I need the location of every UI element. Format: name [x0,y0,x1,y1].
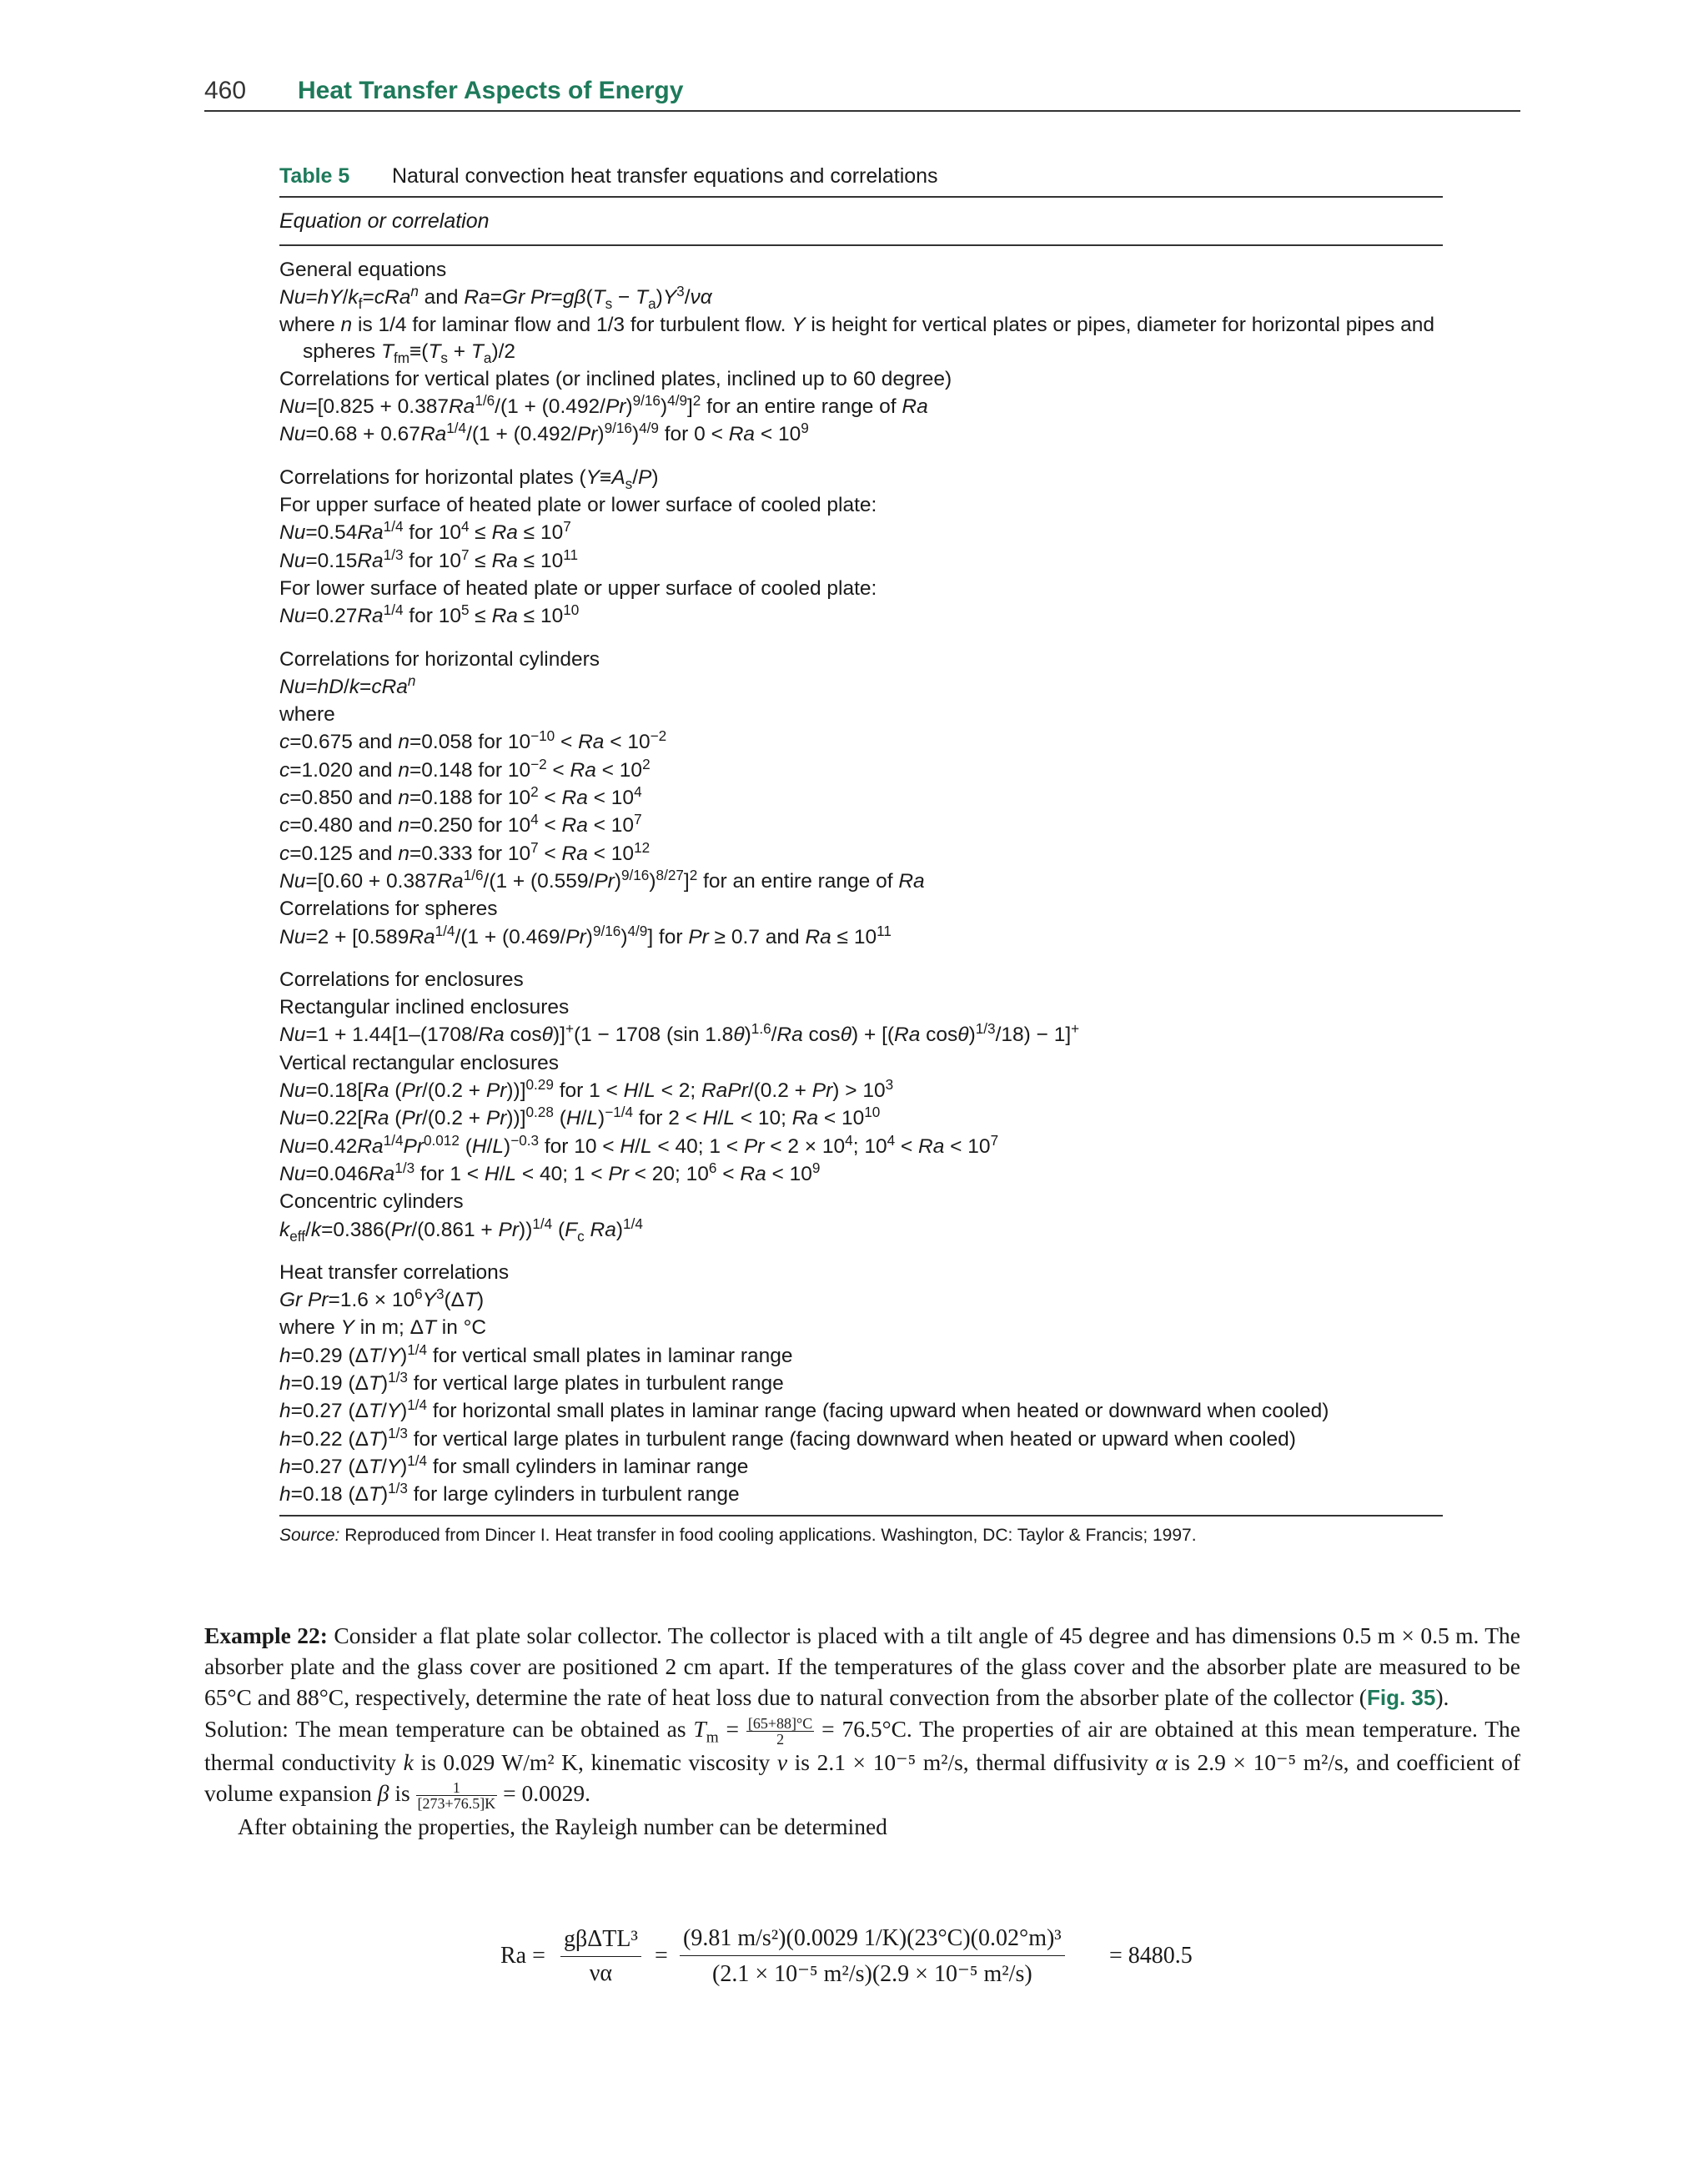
page-number: 460 [204,77,247,104]
table-line: Nu=0.18[Ra (Pr/(0.2 + Pr))]$^{0.29}$ for 1 < H/L < 2; RaPr/(0.2 + $Pr) > 10^3$ [279,1075,894,1103]
table-line: Gr $Pr=1.6 \times 10^6Y^3(\Delta T)$ [279,1285,485,1312]
table-line: Nu=1 + 1.44[1–(1708/Ra cosθ)]+(1 − 1708 (sin 1.8θ)$^{1.6}$/Ra cosθ) + [(Ra cosθ)$^{1/3}$/18) − 1]+ [279,1020,1080,1047]
table-line: c=0.850 and n=0.188 for $10^2 < Ra < 10^4$ [279,782,642,810]
running-header [204,77,1520,112]
table-line: $Nu=2 + [0.589Ra^{1/4}/(1 + (0.469/Pr)^{9/16})^{4/9}]$ for Pr ≥ 0.7 and $Ra \le 10^{11}$ [279,922,892,948]
table-line: h=0.19 $(\Delta T)^{1/3}$ for vertical large plates in turbulent range [279,1368,784,1395]
table-line: For lower surface of heated plate or upper surface of cooled plate: [279,576,877,600]
table-line: Correlations for vertical plates (or inclined plates, inclined up to 60 degree) [279,367,952,390]
after-paragraph: After obtaining the properties, the Rayleigh number can be determined [238,1813,887,1840]
table-line: where n is 1/4 for laminar flow and 1/3 for turbulent flow. Y is height for vertical plates or pipes, diameter for horizontal pipes and [279,313,1434,336]
example-label: Example 22: [204,1622,328,1648]
table-line: General equations [279,259,447,281]
example-paragraph: Example 22: Consider a flat plate solar collector. The collector is placed with a tilt angle of 45 degree and has dimensions 0.5 m × 0.5 m. The absorber plate and the glass cover are positioned 2 cm apart. If the temperatures of the glass cover and the absorber plate are measured to be 65°C and 88°C, respectively, determine the rate of heat loss due to natural convection from the absorber plate of the collector (Fig. 35). [204,1622,1521,1710]
table-line: $Nu=0.68 + 0.67Ra^{1/4}/(1 + (0.492/Pr)^{9/16})^{4/9}$ for $0 < Ra < 10^9$ [279,420,809,446]
eq-frac-symbolic: gβΔTL³ να [560,1914,641,1998]
table-line: h=0.27 $(\Delta T/Y)^{1/4}$ for horizontal small plates in laminar range (facing upward when heated or downward when cooled) [279,1396,1329,1423]
table-line: $Nu=0.27Ra^{1/4}$ for $10^5 \le Ra \le 10^{10}$ [279,601,580,628]
rayleigh-equation [500,1914,1251,1998]
table-line: $Nu=[0.825 + 0.387Ra^{1/6}/(1 + (0.492/Pr)^{9/16})^{4/9}]^2$ for an entire range of Ra [279,392,928,419]
table-line: $Nu=hY/k_f=cRa^n$ and Ra=Gr $Pr=g\beta(T_s - T_a)Y^3/\nu\alpha$ [279,283,712,313]
table-line: Heat transfer correlations [279,1260,510,1284]
table-source [279,1517,1443,1550]
tm-fraction: $\frac{[65+88]^\circ C}{2}$ [747,1715,813,1748]
table-line: c=1.020 and n=0.148 for $10^{-2} < Ra < 10^2$ [279,755,651,782]
table-line: Correlations for horizontal plates $(Y\equiv A_s/P)$ [279,465,659,492]
eq-result: = 8480.5 [1109,1943,1193,1969]
running-title: Heat Transfer Aspects of Energy [298,77,684,104]
table-line: $k_{eff}/k=0.386(Pr/(0.861 + Pr))^{1/4}$ ($F_c$ Ra)$^{1/4}$ [279,1215,643,1245]
table-line: Nu=hD/k=cRa$^n$ [279,671,416,698]
eq-equals: = [655,1943,668,1969]
table-label: Table 5 [279,164,350,188]
table-line: Nu=0.22[Ra (Pr/(0.2 + Pr))]$^{0.28}$ $(H/L)^{-1/4}$ for 2 < H/L < 10; $Ra < 10^{10}$ [279,1104,881,1130]
body-text [204,1620,1520,1842]
table-line: c=0.675 and n=0.058 for $10^{-10} < Ra < 10^{-2}$ [279,727,667,754]
table-line: c=0.125 and n=0.333 for $10^7 < Ra < 10^{12}$ [279,838,651,865]
table-line: c=0.480 and n=0.250 for $10^4 < Ra < 10^7$ [279,811,642,837]
table-line: spheres $T_{fm}\equiv(T_s + T_a)/2$ [303,340,516,366]
table-line: where [279,703,335,727]
table-line: h=0.22 $(\Delta T)^{1/3}$ for vertical large plates in turbulent range (facing downward when heated or upward when cooled) [279,1424,1296,1451]
table-body [279,246,1443,1515]
table-column-header: Equation or correlation [279,209,490,233]
table-line: $Nu=0.046Ra^{1/3}$ for 1 < H/L < 40; 1 < Pr < 20; $10^6 < Ra < 10^9$ [279,1159,821,1185]
correlation-table [279,163,1443,1550]
table-line: $Nu=0.42Ra^{1/4}Pr^{0.012}$ $(H/L)^{-0.3}$ for 10 < H/L < 40; $1 < Pr < 2 \times 10^4$; $10^4 < Ra < 10^7$ [279,1131,999,1158]
table-line: Correlations for enclosures [279,968,524,991]
source-text: Reproduced from Dincer I. Heat transfer in food cooling applications. Washington, DC: Taylor & Francis; 1997. [344,1526,1197,1546]
table-caption [279,163,1443,196]
table-line: Correlations for horizontal cylinders [279,647,600,671]
source-label: Source: [279,1526,340,1546]
table-line: Correlations for spheres [279,898,498,921]
table-line: Vertical rectangular enclosures [279,1051,560,1074]
table-line: where Y in m; ΔT in °C [279,1316,487,1340]
eq-lhs: Ra = [500,1943,545,1969]
table-line: h=0.29 $(\Delta T/Y)^{1/4}$ for vertical small plates in laminar range [279,1340,793,1367]
table-caption-text: Natural convection heat transfer equations and correlations [392,164,938,188]
eq-frac-numeric: (9.81 m/s²)(0.0029 1/K)(23°C)(0.02°m)³ (2.1 × 10⁻⁵ m²/s)(2.9 × 10⁻⁵ m²/s) [680,1914,1065,1998]
table-line: $Nu=0.15Ra^{1/3}$ for $10^7 \le Ra \le 10^{11}$ [279,546,578,572]
beta-fraction: $\frac{1}{[273+76.5]K}$ [417,1779,496,1813]
figure-link[interactable]: Fig. 35 [1366,1685,1436,1710]
table-line: Concentric cylinders [279,1190,464,1214]
table-line: $Nu=0.54Ra^{1/4}$ for $10^4 \le Ra \le 10^7$ [279,518,571,545]
table-line: Rectangular inclined enclosures [279,996,570,1019]
solution-paragraph: Solution: The mean temperature can be obtained as $T_m$ = $\frac{[65+88]^\circ C}{2}$ = 76.5°C. The properties of air are obtained at this mean temperature. The thermal conductivity k is 0.029 W/m² K, kinematic viscosity v is 2.1 × 10⁻⁵ m²/s, thermal diffusivity α is 2.9 × 10⁻⁵ m²/s, and coefficient of volume expansion β is $\frac{1}{[273+76.5]K}$ = 0.0029. [204,1715,1520,1813]
table-line: $Nu=[0.60 + 0.387Ra^{1/6}/(1 + (0.559/Pr)^{9/16})^{8/27}]^2$ for an entire range of Ra [279,866,925,893]
table-line: h=0.27 $(\Delta T/Y)^{1/4}$ for small cylinders in laminar range [279,1451,749,1478]
table-line: For upper surface of heated plate or lower surface of cooled plate: [279,494,877,517]
table-line: h=0.18 $(\Delta T)^{1/3}$ for large cylinders in turbulent range [279,1480,740,1506]
